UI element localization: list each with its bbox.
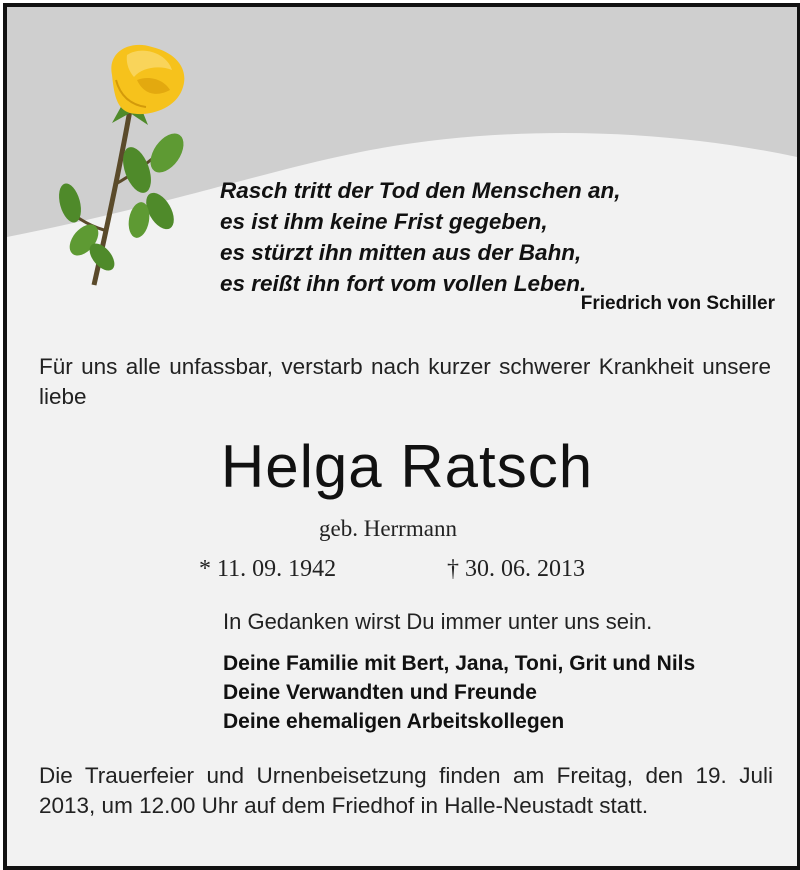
quote-line: Rasch tritt der Tod den Menschen an, bbox=[220, 178, 621, 203]
death-date: † 30. 06. 2013 bbox=[447, 556, 585, 582]
quote-line: es stürzt ihn mitten aus der Bahn, bbox=[220, 240, 582, 265]
quote-author: Friedrich von Schiller bbox=[580, 293, 775, 314]
mourner-line: Deine Verwandten und Freunde bbox=[223, 681, 537, 704]
yellow-rose-icon bbox=[42, 35, 202, 295]
ceremony-notice: Die Trauerfeier und Urnenbeisetzung finden am Freitag, den 19. Juli 2013, um 12.00 Uhr auf dem Friedhof in Halle-Neustadt statt. bbox=[39, 763, 773, 818]
obituary-frame bbox=[3, 3, 800, 870]
schiller-quote bbox=[220, 175, 780, 299]
maiden-name: geb. Herrmann bbox=[319, 516, 457, 541]
mourners-list bbox=[223, 649, 695, 736]
quote-line: es reißt ihn fort vom vollen Leben. bbox=[220, 271, 587, 296]
quote-line: es ist ihm keine Frist gegeben, bbox=[220, 209, 548, 234]
birth-date: * 11. 09. 1942 bbox=[199, 556, 337, 582]
mourner-line: Deine Familie mit Bert, Jana, Toni, Grit und Nils bbox=[223, 652, 696, 675]
memorial-line: In Gedanken wirst Du immer unter uns sein. bbox=[223, 609, 653, 634]
mourner-line: Deine ehemaligen Arbeitskollegen bbox=[223, 710, 565, 733]
intro-text: Für uns alle unfassbar, verstarb nach kurzer schwerer Krankheit unsere liebe bbox=[39, 354, 771, 409]
deceased-name: Helga Ratsch bbox=[220, 433, 594, 500]
